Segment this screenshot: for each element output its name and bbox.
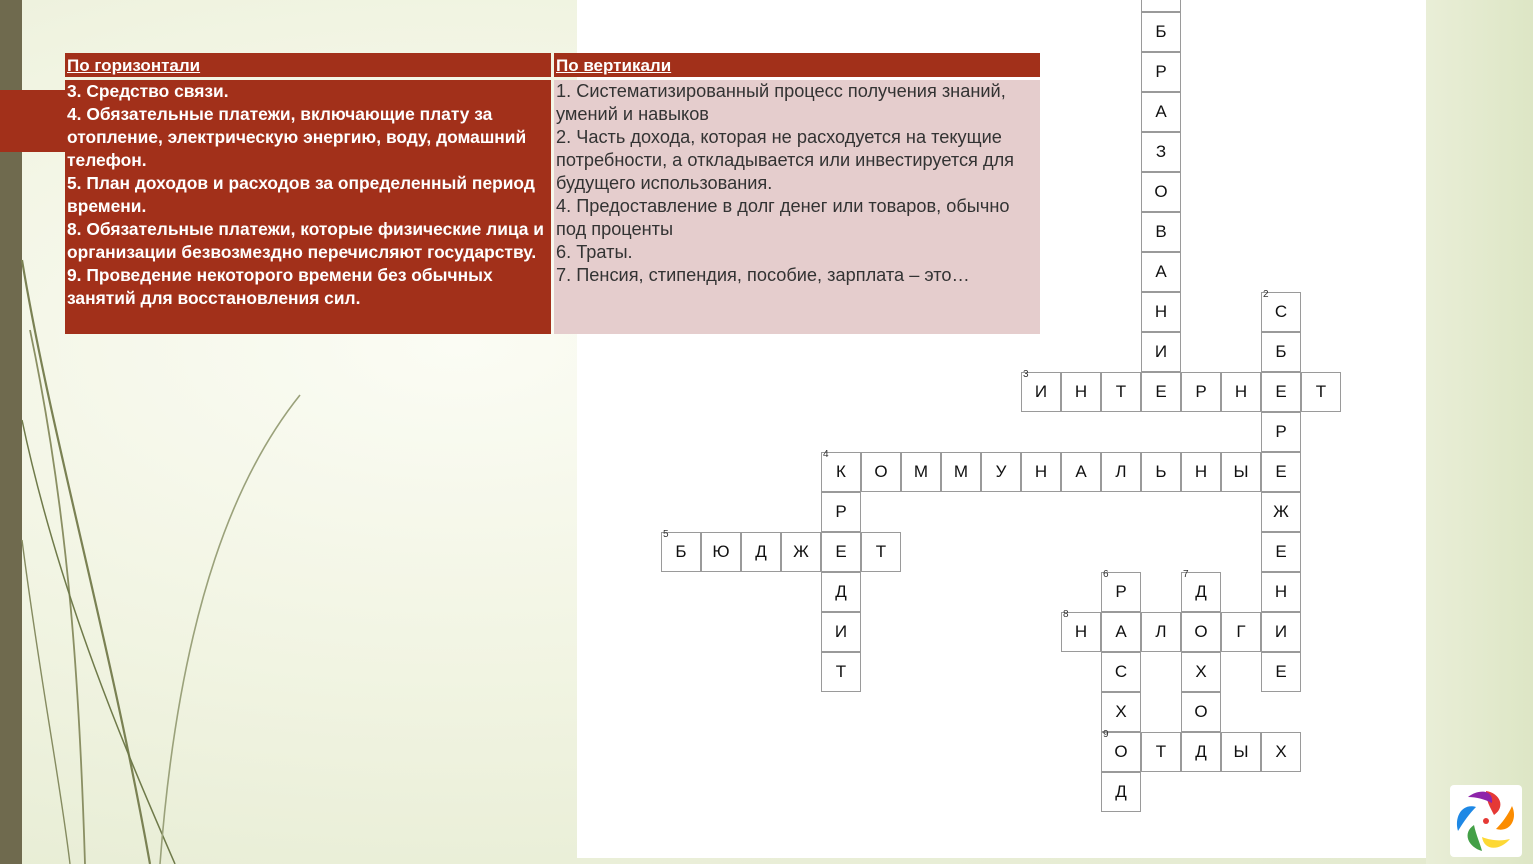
crossword-cell [1261,372,1301,412]
crossword-cell [1221,732,1261,772]
crossword-cell [1141,12,1181,52]
crossword-cell [1261,289,1301,332]
crossword-letter: Н [1074,382,1088,401]
crossword-clue-number: 8 [1063,609,1069,620]
crossword-cell [741,532,781,572]
crossword-cell [1301,372,1341,412]
crossword-cell [1141,52,1181,92]
crossword-cell [1261,412,1301,452]
crossword-cell [821,492,861,532]
crossword-letter: С [1274,302,1288,321]
crossword-cell [1261,492,1301,532]
crossword-cell [701,532,741,572]
crossword-cell [821,612,861,652]
crossword-letter: В [1155,222,1167,241]
crossword-letter: Р [1155,62,1167,81]
crossword-cell [1101,372,1141,412]
crossword-letter: Л [1155,622,1167,641]
crossword-cell [1101,772,1141,812]
crossword-letter: Р [1275,422,1287,441]
crossword-letter: Г [1236,622,1246,641]
crossword-cell [1181,569,1221,612]
crossword-cell [1181,452,1221,492]
crossword-letter: У [995,462,1007,481]
crossword-letter: О [1194,622,1208,641]
crossword-cell [1141,172,1181,212]
crossword-cell [1021,369,1061,412]
crossword-letter: Т [1315,382,1327,401]
crossword-cell [1261,572,1301,612]
crossword-letter: А [1155,262,1167,281]
logo [1450,785,1522,857]
crossword-letter: Х [1275,742,1287,761]
crossword-cell [1101,729,1141,772]
crossword-letter: Т [875,542,887,561]
crossword-letter: Ж [1273,502,1289,521]
crossword-cell [1141,252,1181,292]
crossword-letter: З [1155,142,1167,161]
crossword-cell [1141,372,1181,412]
crossword-letter: Т [1115,382,1127,401]
crossword-cell [1141,132,1181,172]
crossword-cell [821,652,861,692]
crossword-cell [1141,212,1181,252]
crossword-letter: Р [1115,582,1127,601]
crossword-letter: О [1114,742,1128,761]
vertical-clue: 6. Траты. [556,242,633,262]
crossword-cell [1061,609,1101,652]
crossword-cell [1261,452,1301,492]
crossword-clue-number: 6 [1103,569,1109,580]
horizontal-clue: 3. Средство связи. [67,81,229,101]
crossword-letter: Н [1274,582,1288,601]
crossword-cell [1061,452,1101,492]
crossword-cell [1181,652,1221,692]
crossword-cell [821,572,861,612]
crossword-cell [1141,732,1181,772]
crossword-letter: А [1115,622,1127,641]
horizontal-clue: 5. План доходов и расходов за определенный период времени. [67,173,535,216]
crossword-cell [1061,372,1101,412]
crossword-letter: Б [1155,22,1167,41]
crossword-clue-number: 5 [663,529,669,540]
crossword-cell [861,452,901,492]
crossword-cell [1141,0,1181,12]
crossword-clue-number: 7 [1183,569,1189,580]
crossword-letter: Н [1034,462,1048,481]
crossword-letter: И [1034,382,1048,401]
crossword-letter: С [1114,662,1128,681]
crossword-letter: А [1075,462,1087,481]
crossword-letter: И [1154,342,1168,361]
crossword-letter [1154,0,1167,2]
crossword-cell [1141,452,1181,492]
flower-logo-icon [1450,785,1522,857]
crossword-letter: К [836,462,846,481]
crossword-cell [781,532,821,572]
crossword-letter: Т [835,662,847,681]
crossword-letter: Н [1194,462,1208,481]
crossword-cell [861,532,901,572]
crossword-cell [1261,532,1301,572]
crossword-cell [1221,452,1261,492]
crossword-letter: Б [1275,342,1287,361]
crossword-cell [1261,332,1301,372]
crossword-cell [1141,612,1181,652]
crossword-cell [1261,732,1301,772]
crossword-letter: Х [1195,662,1207,681]
crossword-letter: Н [1234,382,1248,401]
vertical-clues-header: По вертикали [554,53,1040,77]
crossword-cell [1101,569,1141,612]
crossword-letter: Е [1275,382,1287,401]
crossword-letter: Н [1154,302,1168,321]
crossword-letter: Д [1115,782,1127,801]
crossword-cell [1021,452,1061,492]
crossword-clue-number: 4 [823,449,829,460]
crossword-cell [981,452,1021,492]
crossword-cell [1101,692,1141,732]
crossword-letter: Е [1275,462,1287,481]
crossword-cell [1261,652,1301,692]
crossword-cell [1221,372,1261,412]
crossword-cell [1141,332,1181,372]
crossword-letter: О [1154,182,1168,201]
crossword-letter: Е [1155,382,1167,401]
crossword-cell [1141,92,1181,132]
crossword-letter: Б [675,542,687,561]
crossword-letter: М [913,462,929,481]
crossword-letter: Е [1275,542,1287,561]
crossword-letter: А [1155,102,1167,121]
crossword-cell [821,532,861,572]
crossword-cell [1181,612,1221,652]
crossword-clue-number: 9 [1103,729,1109,740]
crossword-letter: Ы [1233,462,1249,481]
crossword-letter: Р [1195,382,1207,401]
crossword-letter: Х [1115,702,1127,721]
crossword-letter: М [953,462,969,481]
vertical-clue: 2. Часть дохода, которая не расходуется на текущие потребности, а откладывается или инвестируется для будущего использования. [556,127,1015,193]
crossword-letter: Н [1074,622,1088,641]
crossword-cell [661,529,701,572]
crossword-cell [1221,612,1261,652]
crossword-cell [1261,612,1301,652]
crossword-cell [1181,372,1221,412]
crossword-letter: Ю [712,542,730,561]
crossword-letter: Л [1115,462,1127,481]
crossword-letter: Е [835,542,847,561]
crossword-letter: И [834,622,848,641]
crossword-cell [901,452,941,492]
horizontal-clues-header: По горизонтали [65,53,551,77]
crossword-letter: И [1274,622,1288,641]
crossword-letter: Д [835,582,847,601]
crossword-cell [1101,652,1141,692]
crossword-letter: Ь [1155,462,1167,481]
vertical-clue: 1. Систематизированный процесс получения знаний, умений и навыков [556,81,1006,124]
crossword-clue-number: 3 [1023,369,1029,380]
crossword-cell [1101,612,1141,652]
vertical-clue: 7. Пенсия, стипендия, пособие, зарплата – это… [556,265,970,285]
crossword-letter: Р [835,502,847,521]
crossword-cell [1181,732,1221,772]
crossword-letter: О [1194,702,1208,721]
crossword-clue-number: 2 [1263,289,1269,300]
crossword-cell [1181,692,1221,732]
crossword-letter: Д [1195,742,1207,761]
horizontal-clue: 4. Обязательные платежи, включающие плату за отопление, электрическую энергию, воду, домашний телефон. [67,104,527,170]
crossword-cell [1141,292,1181,332]
crossword-letter: Т [1155,742,1167,761]
crossword-letter: Ы [1233,742,1249,761]
crossword-letter: Д [1195,582,1207,601]
crossword-letter: Е [1275,662,1287,681]
crossword-letter: Д [755,542,767,561]
horizontal-clue: 8. Обязательные платежи, которые физические лица и организации безвозмездно перечисляют государству. [67,219,545,262]
horizontal-clue: 9. Проведение некоторого времени без обычных занятий для восстановления сил. [67,265,493,308]
crossword-cell [1101,452,1141,492]
crossword-cell [941,452,981,492]
crossword-letter: О [874,462,888,481]
vertical-clue: 4. Предоставление в долг денег или товаров, обычно под проценты [556,196,1010,239]
crossword-letter: Ж [793,542,809,561]
crossword-cell [821,449,861,492]
